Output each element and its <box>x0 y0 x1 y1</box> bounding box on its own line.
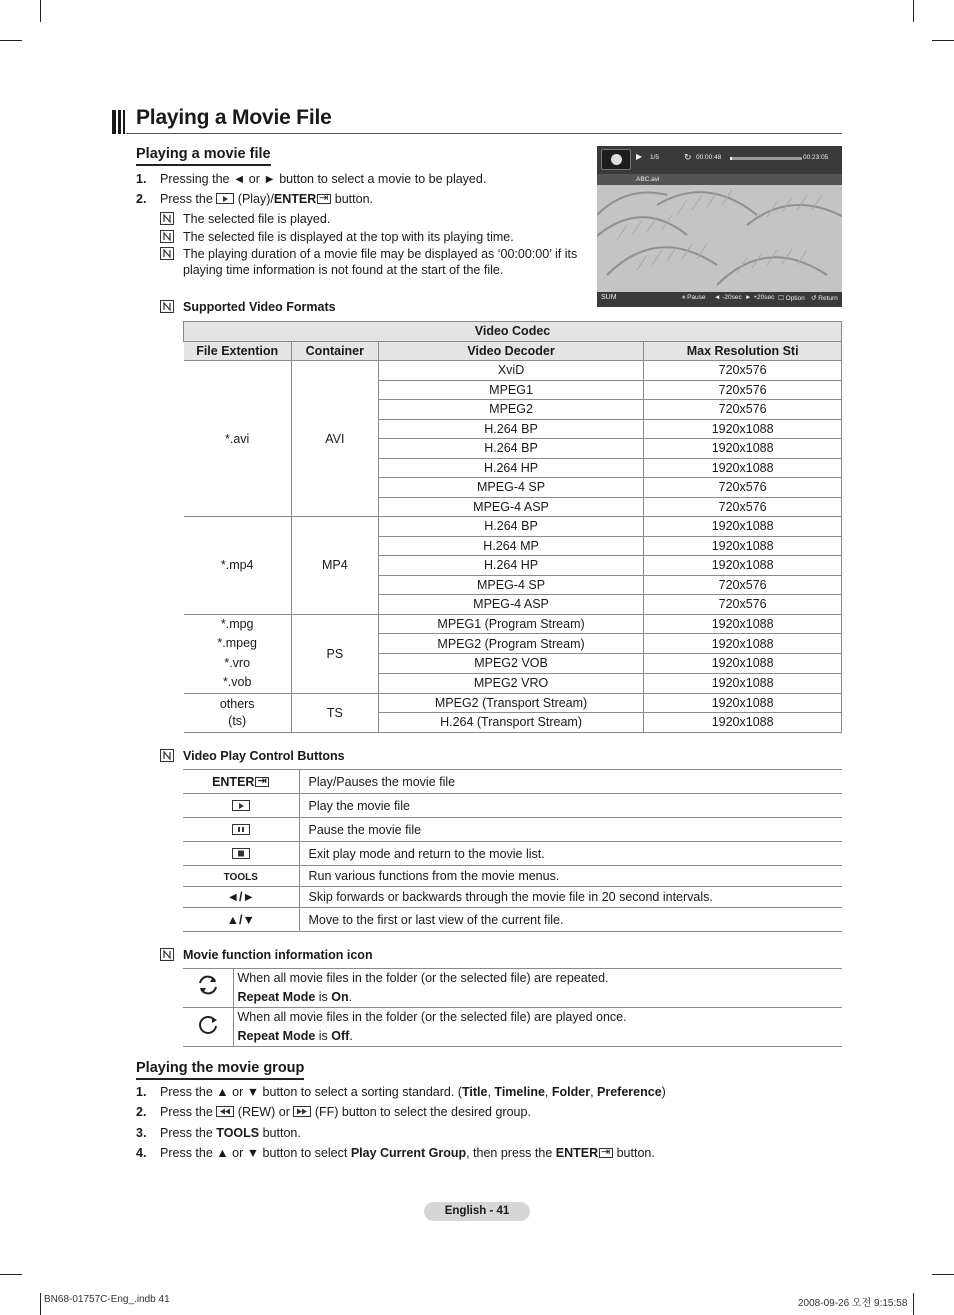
note: The selected file is played. <box>160 211 580 227</box>
resolution-cell: 720x576 <box>644 575 842 595</box>
decoder-cell: H.264 HP <box>378 458 644 478</box>
total-time: 00:23:05 <box>803 154 829 161</box>
section-heading-playing-movie-file: Playing a movie file <box>136 146 271 166</box>
resolution-cell: 720x576 <box>644 380 842 400</box>
key-cell: TOOLS <box>183 866 299 887</box>
crop-mark <box>913 0 914 22</box>
decoder-cell: MPEG2 (Program Stream) <box>378 634 644 654</box>
decoder-cell: H.264 BP <box>378 517 644 537</box>
step-2: 2. Press the (Play)/ENTER⇥ button. <box>136 192 373 206</box>
pause-key-icon <box>232 824 250 835</box>
table-row <box>183 794 842 818</box>
rewind-key-icon <box>216 1106 234 1117</box>
crop-mark <box>40 0 41 22</box>
table-row <box>183 887 842 908</box>
decoder-cell: H.264 BP <box>378 439 644 459</box>
key-cell <box>183 794 299 818</box>
table-row <box>183 908 842 932</box>
stop-key-icon <box>232 848 250 859</box>
group-step-4: 4. Press the ▲ or ▼ button to select Play Current Group, then press the ENTER⇥ button. <box>136 1146 655 1160</box>
note-icon <box>160 247 174 260</box>
resolution-cell: 720x576 <box>644 400 842 420</box>
group-step-3: 3. Press the TOOLS button. <box>136 1126 301 1140</box>
crop-mark <box>0 1274 22 1275</box>
rewind-control: ◄ -20sec <box>714 294 742 301</box>
table-row <box>183 770 842 794</box>
decoder-cell: H.264 HP <box>378 556 644 576</box>
file-extension-cell: others (ts) <box>184 693 292 732</box>
decoder-cell: H.264 BP <box>378 419 644 439</box>
table-row <box>184 517 842 537</box>
decoder-cell: MPEG-4 ASP <box>378 595 644 615</box>
resolution-cell: 1920x1088 <box>644 556 842 576</box>
resolution-cell: 720x576 <box>644 361 842 381</box>
repeat-icon: ↻ <box>684 152 692 162</box>
note-icon <box>160 230 174 243</box>
file-counter: 1/5 <box>650 154 660 161</box>
container-cell: PS <box>291 614 378 693</box>
movie-playback-screenshot <box>597 146 842 307</box>
container-cell: TS <box>291 693 378 732</box>
page-number-badge: English - 41 <box>424 1202 530 1221</box>
return-control: ↺ Return <box>811 295 838 302</box>
playback-progress-track <box>730 157 802 160</box>
note: The selected file is displayed at the top with its playing time. <box>160 229 580 245</box>
resolution-cell: 1920x1088 <box>644 654 842 674</box>
description-cell: When all movie files in the folder (or the selected file) are played once. Repeat Mode is Off. <box>233 1008 842 1047</box>
note: The playing duration of a movie file may be displayed as ‘00:00:00’ if its playing time information is not found at the start of the file. <box>160 246 580 278</box>
column-header: File Extention <box>184 341 292 361</box>
key-cell: ◄/► <box>183 887 299 908</box>
description-cell: Move to the first or last view of the current file. <box>299 908 842 932</box>
group-step-1: 1. Press the ▲ or ▼ button to select a sorting standard. (Title, Timeline, Folder, Preference) <box>136 1085 666 1099</box>
movie-icon <box>601 149 631 170</box>
playback-progress-fill <box>730 157 732 160</box>
file-extension-cell: *.mpg *.mpeg *.vro *.vob <box>184 614 292 693</box>
pause-control: ⏸ Pause <box>682 294 706 301</box>
forward-control: ► +20sec <box>745 294 775 301</box>
resolution-cell: 720x576 <box>644 478 842 498</box>
option-control: ☐ Option <box>778 295 805 302</box>
key-cell <box>183 818 299 842</box>
table-row <box>183 1008 842 1047</box>
note-icon <box>160 300 174 313</box>
decoder-cell: MPEG2 VOB <box>378 654 644 674</box>
crop-mark <box>40 1293 41 1315</box>
description-cell: When all movie files in the folder (or the selected file) are repeated. Repeat Mode is On. <box>233 969 842 1008</box>
title-bars-decoration <box>112 110 125 134</box>
note-movie-function-info: Movie function information icon <box>160 947 373 963</box>
decoder-cell: MPEG-4 ASP <box>378 497 644 517</box>
note-video-play-controls: Video Play Control Buttons <box>160 748 345 764</box>
table-row <box>184 693 842 713</box>
resolution-cell: 1920x1088 <box>644 419 842 439</box>
decoder-cell: MPEG1 (Program Stream) <box>378 614 644 634</box>
resolution-cell: 1920x1088 <box>644 517 842 537</box>
description-cell: Pause the movie file <box>299 818 842 842</box>
resolution-cell: 1920x1088 <box>644 634 842 654</box>
resolution-cell: 1920x1088 <box>644 439 842 459</box>
decoder-cell: MPEG2 (Transport Stream) <box>378 693 644 713</box>
fast-forward-key-icon <box>293 1106 311 1117</box>
decoder-cell: MPEG-4 SP <box>378 478 644 498</box>
enter-icon <box>255 777 269 787</box>
container-cell: AVI <box>291 361 378 517</box>
elapsed-time: 00:00:48 <box>696 154 722 161</box>
description-cell: Exit play mode and return to the movie list. <box>299 842 842 866</box>
container-cell: MP4 <box>291 517 378 615</box>
resolution-cell: 720x576 <box>644 595 842 615</box>
enter-icon <box>599 1148 613 1158</box>
description-cell: Play/Pauses the movie file <box>299 770 842 794</box>
table-row <box>183 969 842 1008</box>
decoder-cell: MPEG-4 SP <box>378 575 644 595</box>
decoder-cell: H.264 (Transport Stream) <box>378 713 644 733</box>
note-icon <box>160 212 174 225</box>
resolution-cell: 1920x1088 <box>644 458 842 478</box>
crop-mark <box>932 40 954 41</box>
decoder-cell: MPEG1 <box>378 380 644 400</box>
description-cell: Skip forwards or backwards through the movie file in 20 second intervals. <box>299 887 842 908</box>
play-status-icon: ▶ <box>636 152 643 161</box>
table-row <box>184 614 842 634</box>
decoder-cell: XviD <box>378 361 644 381</box>
resolution-cell: 1920x1088 <box>644 614 842 634</box>
decoder-cell: H.264 MP <box>378 536 644 556</box>
codec-group-header: Video Codec <box>184 322 842 342</box>
file-name: ABC.avi <box>636 176 660 183</box>
resolution-cell: 720x576 <box>644 497 842 517</box>
resolution-cell: 1920x1088 <box>644 693 842 713</box>
crop-mark <box>932 1274 954 1275</box>
table-row <box>183 866 842 887</box>
movie-function-info-table <box>183 968 842 1047</box>
key-cell <box>183 842 299 866</box>
column-header: Video Decoder <box>378 341 644 361</box>
print-slug-left: BN68-01757C-Eng_.indb 41 <box>44 1294 170 1305</box>
key-cell: ENTER⇥ <box>183 770 299 794</box>
title-rule <box>126 133 842 134</box>
group-step-2: 2. Press the (REW) or (FF) button to select the desired group. <box>136 1105 531 1119</box>
file-extension-cell: *.mp4 <box>184 517 292 615</box>
note-icon <box>160 948 174 961</box>
enter-icon <box>317 194 331 204</box>
key-cell: ▲/▼ <box>183 908 299 932</box>
crop-mark <box>0 40 22 41</box>
print-slug-right: 2008-09-26 오전 9:15:58 <box>798 1298 908 1309</box>
supported-video-formats-table <box>183 321 842 733</box>
play-key-icon <box>232 800 250 811</box>
file-extension-cell: *.avi <box>184 361 292 517</box>
column-header: Container <box>291 341 378 361</box>
source-label: SUM <box>601 294 617 301</box>
crop-mark <box>913 1293 914 1315</box>
description-cell: Play the movie file <box>299 794 842 818</box>
description-cell: Run various functions from the movie menus. <box>299 866 842 887</box>
section-heading-playing-movie-group: Playing the movie group <box>136 1060 304 1080</box>
note-icon <box>160 749 174 762</box>
repeat-on-icon <box>183 969 233 1008</box>
table-row <box>184 361 842 381</box>
repeat-off-icon <box>183 1008 233 1047</box>
resolution-cell: 1920x1088 <box>644 536 842 556</box>
table-row <box>183 818 842 842</box>
screen-file-bar <box>597 174 842 185</box>
page-title: Playing a Movie File <box>136 106 332 129</box>
resolution-cell: 1920x1088 <box>644 713 842 733</box>
decoder-cell: MPEG2 VRO <box>378 673 644 693</box>
table-row <box>183 842 842 866</box>
decoder-cell: MPEG2 <box>378 400 644 420</box>
video-play-control-buttons-table <box>183 769 842 932</box>
column-header: Max Resolution Sti <box>644 341 842 361</box>
step-1: 1. Pressing the ◄ or ► button to select a movie to be played. <box>136 172 487 186</box>
note-supported-formats: Supported Video Formats <box>160 299 336 315</box>
play-key-icon <box>216 193 234 204</box>
resolution-cell: 1920x1088 <box>644 673 842 693</box>
leaf-background-image <box>597 185 842 292</box>
